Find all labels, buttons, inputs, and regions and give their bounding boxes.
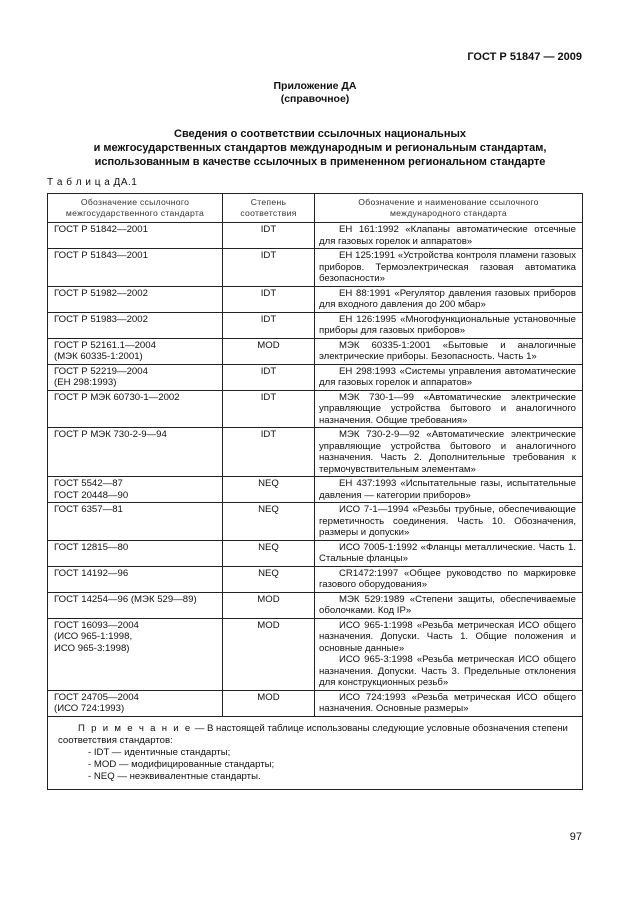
table-row [48, 364, 583, 390]
national-standard-line: ГОСТ Р 51982—2002 [54, 287, 148, 299]
national-standard-line: ГОСТ 16093—2004 [54, 619, 139, 631]
international-standard-text: ЕН 125:1991 «Устройства контроля пламени газовых приборов. Термоэлектрическая газовая автоматика безопасности» [319, 250, 576, 284]
national-standard-line: ГОСТ Р 51842—2001 [54, 224, 148, 235]
national-standard-line: ГОСТ Р 52161.1—2004 [54, 339, 156, 351]
table-row [48, 592, 583, 618]
national-standard-line: ИСО 965-3:1998) [54, 642, 130, 654]
page-number: 97 [569, 831, 582, 843]
degree-cell: IDT [223, 390, 315, 428]
degree-cell: MOD [223, 338, 315, 364]
header-degree: Степень соответствия [223, 194, 315, 223]
degree-cell: NEQ [223, 503, 315, 541]
title-line: использованным в качестве ссылочных в примененном региональном стандарте [94, 156, 546, 168]
note-text: — В настоящей таблице использованы следующие условные обозначения степени соответствия стандартов: [58, 722, 568, 746]
national-standard-line: ГОСТ Р МЭК 730-2-9—94 [54, 429, 167, 440]
note-item: - MOD — модифицированные стандарты; [88, 758, 275, 770]
international-standard-text: ЕН 126:1995 «Многофункциональные установочные приборы для газовых приборов» [319, 313, 576, 336]
correspondence-table [47, 193, 583, 790]
table-caption: Т а б л и ц а ДА.1 [47, 177, 138, 188]
degree-cell: IDT [223, 223, 315, 249]
table-row [48, 390, 583, 428]
international-standard-cell [315, 249, 583, 287]
national-standard-line: ГОСТ Р 51983—2002 [54, 313, 148, 325]
international-standard-text: ИСО 965-1:1998 «Резьба метрическая ИСО общего назначения. Допуски. Часть 1. Общие положения и основные данные» [319, 619, 576, 654]
national-standard-cell [48, 540, 223, 566]
degree-cell: MOD [223, 592, 315, 618]
degree-cell: NEQ [223, 477, 315, 503]
national-standard-line: ГОСТ 14254—96 (МЭК 529—89) [54, 593, 197, 605]
international-standard-text: ИСО 7-1—1994 «Резьбы трубные, обеспечивающие герметичность соединения. Часть 10. Обозначения, размеры и допуски» [319, 504, 576, 538]
table-row [48, 286, 583, 312]
national-standard-line: ГОСТ 5542—87 [54, 478, 123, 489]
national-standard-cell [48, 249, 223, 287]
international-standard-text: ИСО 724:1993 «Резьба метрическая ИСО общего назначения. Основные размеры» [319, 691, 576, 714]
national-standard-line: ГОСТ Р 52219—2004 [54, 365, 148, 377]
international-standard-cell [315, 503, 583, 541]
header-international-standard: Обозначение и наименование ссылочного международного стандарта [315, 194, 583, 223]
international-standard-cell [315, 312, 583, 338]
table-row [48, 566, 583, 592]
national-standard-cell [48, 364, 223, 390]
international-standard-cell [315, 428, 583, 477]
national-standard-cell [48, 690, 223, 716]
international-standard-text: ЕН 298:1993 «Системы управления автоматические для газовых горелок и аппаратов» [319, 365, 576, 388]
national-standard-line: ГОСТ 12815—80 [54, 541, 129, 553]
international-standard-text: ЕН 161:1992 «Клапаны автоматические отсечные для газовых горелок и аппаратов» [319, 224, 576, 247]
table-note [48, 716, 583, 789]
national-standard-line: ГОСТ 14192—96 [54, 567, 129, 579]
national-standard-cell [48, 390, 223, 428]
table-row [48, 223, 583, 249]
international-standard-cell [315, 223, 583, 249]
degree-cell: NEQ [223, 540, 315, 566]
table-row [48, 312, 583, 338]
international-standard-cell [315, 540, 583, 566]
international-standard-cell [315, 566, 583, 592]
degree-cell: MOD [223, 690, 315, 716]
international-standard-cell [315, 618, 583, 690]
national-standard-cell [48, 286, 223, 312]
appendix-heading [0, 80, 630, 106]
national-standard-cell [48, 566, 223, 592]
degree-cell: IDT [223, 286, 315, 312]
national-standard-cell [48, 618, 223, 690]
degree-cell: IDT [223, 249, 315, 287]
international-standard-cell [315, 286, 583, 312]
international-standard-cell [315, 364, 583, 390]
note-item: - NEQ — неэквивалентные стандарты. [88, 770, 261, 782]
table-row [48, 503, 583, 541]
title-line: Сведения о соответствии ссылочных национальных [174, 128, 466, 140]
header-national-standard: Обозначение ссылочного межгосударственного стандарта [48, 194, 223, 223]
national-standard-line: (МЭК 60335-1:2001) [54, 351, 143, 362]
national-standard-cell [48, 338, 223, 364]
international-standard-text: МЭК 730-1—99 «Автоматические электрические управляющие устройства бытового и аналогичного назначения. Общие требования» [319, 391, 576, 426]
degree-cell: IDT [223, 428, 315, 477]
national-standard-line: ГОСТ 6357—81 [54, 504, 123, 515]
degree-cell: IDT [223, 364, 315, 390]
degree-cell: NEQ [223, 566, 315, 592]
table-row [48, 477, 583, 503]
table-body [48, 223, 583, 717]
international-standard-cell [315, 592, 583, 618]
table-header-row [48, 194, 583, 223]
degree-cell: IDT [223, 312, 315, 338]
title-line: и межгосударственных стандартов международным и региональным стандартам, [93, 142, 547, 154]
international-standard-text: ЕН 88:1991 «Регулятор давления газовых приборов для входного давления до 200 мбар» [319, 287, 576, 310]
international-standard-text: ЕН 437:1993 «Испытательные газы, испытательные давления — категории приборов» [319, 478, 576, 501]
document-header: ГОСТ Р 51847 — 2009 [467, 51, 582, 63]
table-row [48, 690, 583, 716]
degree-cell: MOD [223, 618, 315, 690]
national-standard-line: ГОСТ Р МЭК 60730-1—2002 [54, 391, 180, 403]
international-standard-text: МЭК 529:1989 «Степени защиты, обеспечиваемые оболочками. Код IP» [319, 593, 576, 616]
international-standard-cell [315, 690, 583, 716]
note-label: П р и м е ч а н и е [78, 722, 193, 734]
national-standard-line: (ИСО 724:1993) [54, 703, 125, 714]
national-standard-line: ГОСТ Р 51843—2001 [54, 250, 148, 261]
table-row [48, 338, 583, 364]
international-standard-cell [315, 477, 583, 503]
international-standard-cell [315, 390, 583, 428]
national-standard-cell [48, 592, 223, 618]
national-standard-line: (ЕН 298:1993) [54, 377, 117, 388]
national-standard-line: ГОСТ 20448—90 [54, 489, 129, 501]
appendix-subtitle: (справочное) [280, 93, 350, 105]
note-row [48, 716, 583, 789]
international-standard-text: CR1472:1997 «Общее руководство по маркировке газового оборудования» [319, 567, 576, 590]
national-standard-line: ГОСТ 24705—2004 [54, 691, 139, 703]
international-standard-text: МЭК 730-2-9—92 «Автоматические электрические управляющие устройства бытового и аналогичного назначения. Часть 2. Дополнительные требования к термочувствительным элементам» [319, 429, 576, 475]
table-row [48, 540, 583, 566]
note-item: - IDT — идентичные стандарты; [88, 746, 231, 758]
table-row [48, 428, 583, 477]
national-standard-cell [48, 312, 223, 338]
national-standard-line: (ИСО 965-1:1998, [54, 631, 133, 642]
international-standard-text: ИСО 7005-1:1992 «Фланцы металлические. Часть 1. Стальные фланцы» [319, 541, 576, 564]
table-row [48, 249, 583, 287]
document-title [60, 127, 580, 169]
table-row [48, 618, 583, 690]
national-standard-cell [48, 223, 223, 249]
national-standard-cell [48, 503, 223, 541]
international-standard-text: МЭК 60335-1:2001 «Бытовые и аналогичные электрические приборы. Безопасность. Часть 1» [319, 339, 576, 362]
national-standard-cell [48, 428, 223, 477]
international-standard-text: ИСО 965-3:1998 «Резьба метрическая ИСО общего назначения. Допуски. Часть 3. Предельные отклонения для конструкционных резьб» [319, 654, 576, 688]
national-standard-cell [48, 477, 223, 503]
appendix-title: Приложение ДА [273, 80, 357, 92]
international-standard-cell [315, 338, 583, 364]
